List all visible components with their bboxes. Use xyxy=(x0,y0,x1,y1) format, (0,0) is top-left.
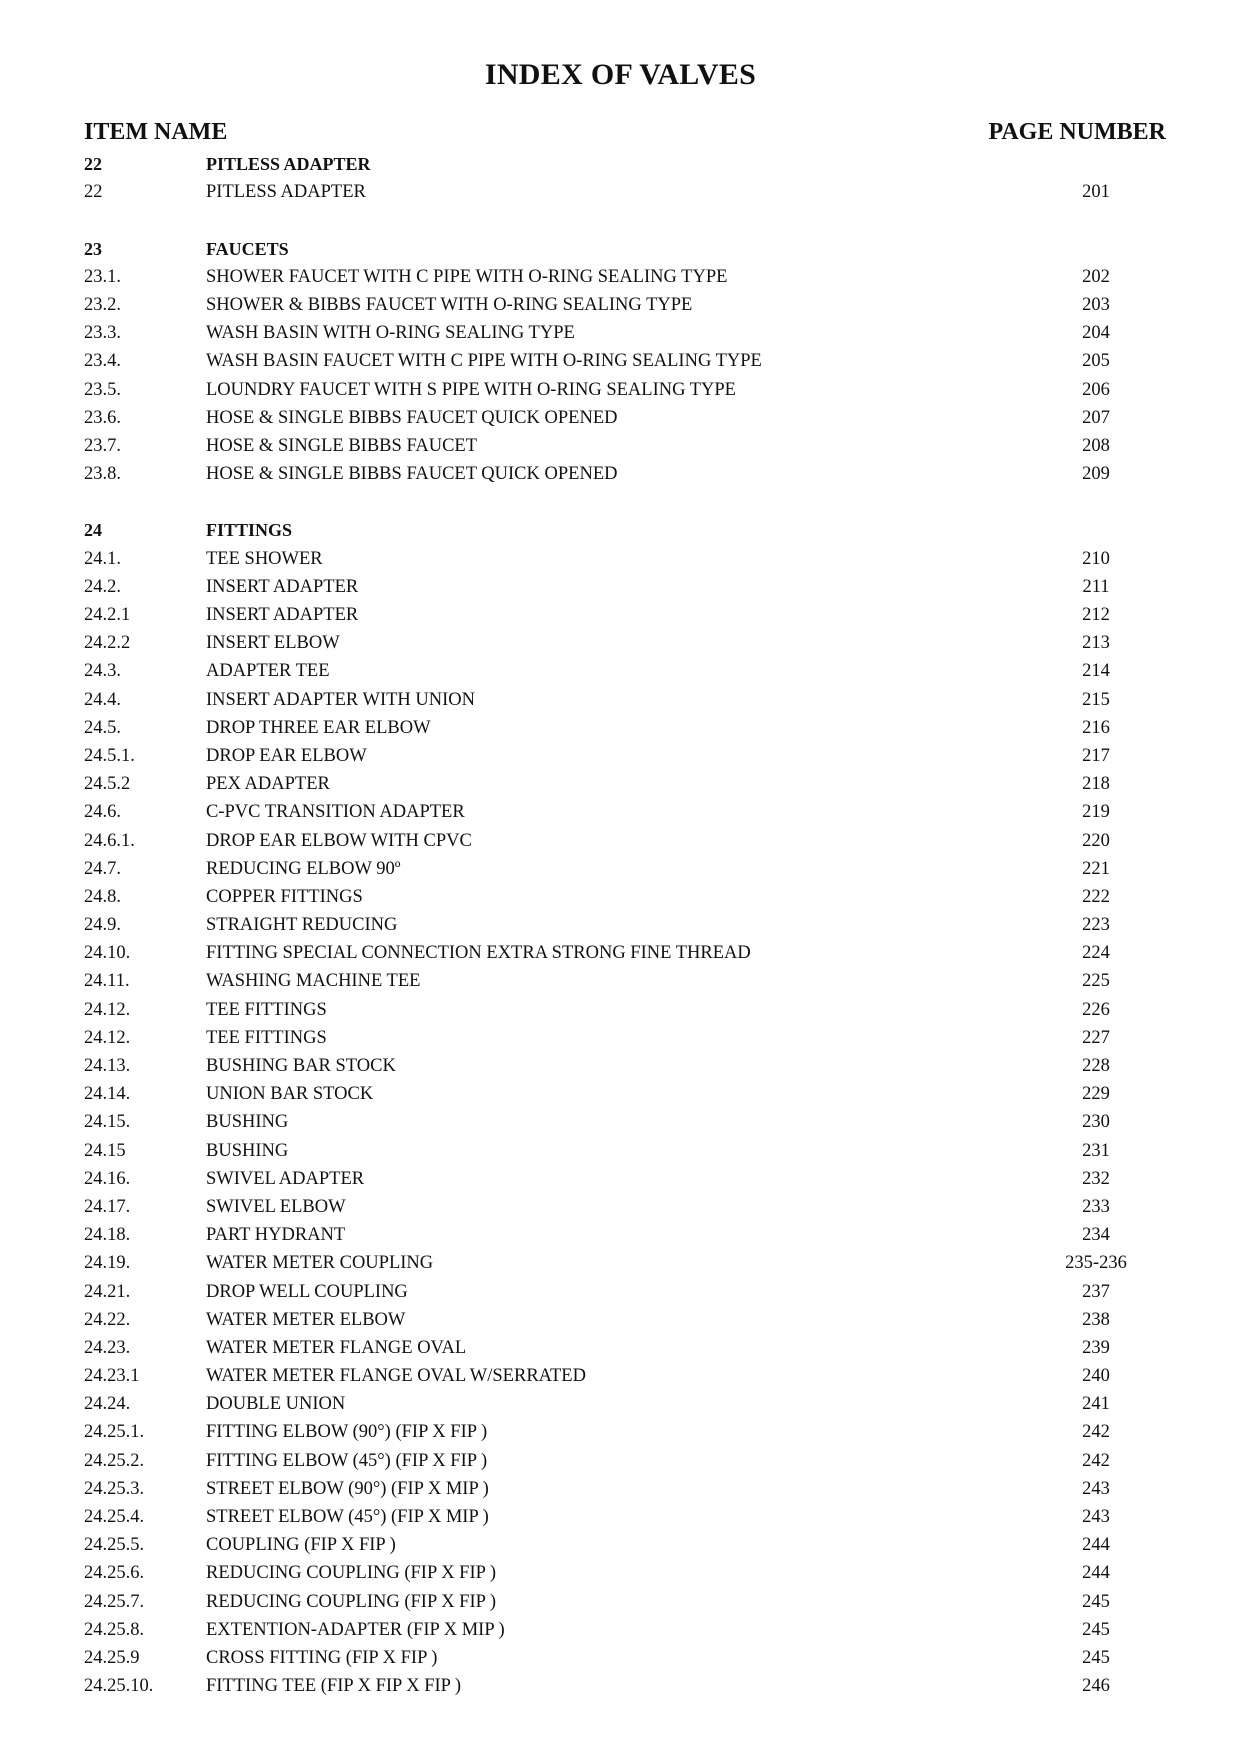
item-page-number: 201 xyxy=(1082,182,1110,203)
item-name: SHOWER FAUCET WITH C PIPE WITH O-RING SEALING TYPE xyxy=(206,266,728,287)
index-row xyxy=(84,1559,1166,1587)
item-page-number: 203 xyxy=(1082,294,1110,315)
index-row xyxy=(84,1418,1166,1446)
item-page-number: 234 xyxy=(1082,1225,1110,1246)
item-page-number: 218 xyxy=(1082,774,1110,795)
item-page-number: 238 xyxy=(1082,1309,1110,1330)
index-row xyxy=(84,967,1166,995)
index-row xyxy=(84,827,1166,855)
item-page-number: 206 xyxy=(1082,379,1110,400)
item-name: DROP EAR ELBOW WITH CPVC xyxy=(206,830,472,851)
index-row xyxy=(84,347,1166,375)
item-number: 24.5. xyxy=(84,717,121,738)
item-page-number: 243 xyxy=(1082,1478,1110,1499)
item-number: 24.21. xyxy=(84,1281,131,1302)
item-number: 24.25.4. xyxy=(84,1507,145,1527)
index-row xyxy=(84,1475,1166,1503)
item-number: 24.19. xyxy=(84,1253,131,1274)
item-number: 24.25.9 xyxy=(84,1647,140,1668)
item-name: BUSHING xyxy=(206,1112,289,1133)
item-name: BUSHING xyxy=(206,1140,289,1161)
item-page-number: 217 xyxy=(1082,745,1110,766)
item-number: 24.24. xyxy=(84,1394,131,1415)
item-page-number: 204 xyxy=(1082,323,1110,344)
index-row xyxy=(84,1193,1166,1221)
item-name: STREET ELBOW (45°) (FIP X MIP ) xyxy=(206,1507,489,1527)
item-number: 24.10. xyxy=(84,943,131,964)
item-page-number: 233 xyxy=(1082,1196,1110,1217)
item-name: FITTING SPECIAL CONNECTION EXTRA STRONG FINE THREAD xyxy=(206,943,751,964)
item-page-number: 216 xyxy=(1082,717,1110,738)
item-name: WATER METER FLANGE OVAL W/SERRATED xyxy=(206,1366,586,1387)
item-name: REDUCING COUPLING (FIP X FIP ) xyxy=(206,1563,497,1584)
item-number: 24.5.2 xyxy=(84,774,131,795)
item-page-number: 202 xyxy=(1082,266,1110,287)
item-page-number: 215 xyxy=(1082,689,1110,710)
item-number: 24.25.1. xyxy=(84,1422,145,1443)
index-row xyxy=(84,291,1166,319)
index-row xyxy=(84,432,1166,460)
item-page-number: 209 xyxy=(1082,464,1110,485)
index-row xyxy=(84,1249,1166,1277)
item-number: 24.25.5. xyxy=(84,1535,145,1556)
item-number: 23.1. xyxy=(84,266,121,287)
item-number: 24.23. xyxy=(84,1337,131,1358)
item-page-number: 222 xyxy=(1082,886,1110,907)
index-table xyxy=(84,150,1166,1700)
section-spacer xyxy=(84,206,1166,234)
item-name: STREET ELBOW (90°) (FIP X MIP ) xyxy=(206,1478,489,1499)
item-number: 24.16. xyxy=(84,1168,131,1189)
item-number: 24.25.3. xyxy=(84,1478,145,1499)
item-name: FITTING ELBOW (90°) (FIP X FIP ) xyxy=(206,1422,488,1443)
index-row xyxy=(84,319,1166,347)
index-row xyxy=(84,1672,1166,1700)
section-heading xyxy=(84,235,1166,263)
item-number: 24.22. xyxy=(84,1309,131,1330)
item-name: WASHING MACHINE TEE xyxy=(206,971,421,992)
item-number: 24.25.8. xyxy=(84,1619,145,1640)
index-row xyxy=(84,376,1166,404)
index-row xyxy=(84,601,1166,629)
index-row xyxy=(84,1137,1166,1165)
item-page-number: 219 xyxy=(1082,802,1110,823)
item-page-number: 227 xyxy=(1082,1027,1110,1048)
section-heading xyxy=(84,150,1166,178)
index-row xyxy=(84,714,1166,742)
item-number: 24.14. xyxy=(84,1084,131,1105)
item-page-number: 240 xyxy=(1082,1366,1110,1387)
item-number: 23.5. xyxy=(84,379,121,400)
item-name: EXTENTION-ADAPTER (FIP X MIP ) xyxy=(206,1619,505,1640)
index-row xyxy=(84,883,1166,911)
index-row xyxy=(84,1165,1166,1193)
item-name: UNION BAR STOCK xyxy=(206,1084,374,1105)
section-number: 24 xyxy=(84,520,102,541)
item-number: 24.1. xyxy=(84,548,121,569)
item-number: 24.25.10. xyxy=(84,1676,154,1697)
item-number: 23.8. xyxy=(84,464,121,485)
item-page-number: 223 xyxy=(1082,915,1110,936)
index-row xyxy=(84,1278,1166,1306)
index-row xyxy=(84,1390,1166,1418)
page-title: INDEX OF VALVES xyxy=(484,58,757,91)
index-row xyxy=(84,996,1166,1024)
index-row xyxy=(84,1221,1166,1249)
item-name: SWIVEL ELBOW xyxy=(206,1196,346,1217)
index-row xyxy=(84,911,1166,939)
item-name: COPPER FITTINGS xyxy=(206,886,363,907)
item-number: 24.3. xyxy=(84,661,121,682)
item-page-number: 229 xyxy=(1082,1084,1110,1105)
item-number: 24.12. xyxy=(84,999,131,1020)
item-number: 24.25.6. xyxy=(84,1563,145,1584)
item-page-number: 221 xyxy=(1082,858,1110,879)
item-name: TEE FITTINGS xyxy=(206,999,327,1020)
item-name: TEE FITTINGS xyxy=(206,1027,327,1048)
item-page-number: 210 xyxy=(1082,548,1110,569)
item-number: 24.12. xyxy=(84,1027,131,1048)
item-number: 24.2. xyxy=(84,576,121,597)
item-name: INSERT ADAPTER xyxy=(206,605,359,625)
item-number: 24.11. xyxy=(84,971,130,992)
item-name: SWIVEL ADAPTER xyxy=(206,1168,365,1189)
index-row xyxy=(84,545,1166,573)
index-row xyxy=(84,1447,1166,1475)
index-row xyxy=(84,1531,1166,1559)
item-page-number: 245 xyxy=(1082,1647,1110,1668)
item-name: HOSE & SINGLE BIBBS FAUCET QUICK OPENED xyxy=(206,407,618,428)
item-name: BUSHING BAR STOCK xyxy=(206,1056,396,1076)
item-name: WATER METER FLANGE OVAL xyxy=(206,1337,467,1358)
item-page-number: 214 xyxy=(1082,661,1110,682)
index-row xyxy=(84,263,1166,291)
item-name: PITLESS ADAPTER xyxy=(206,182,366,203)
section-number: 23 xyxy=(84,238,102,259)
index-row xyxy=(84,657,1166,685)
section-title: FITTINGS xyxy=(206,520,293,541)
item-number: 24.7. xyxy=(84,858,121,879)
index-row xyxy=(84,1644,1166,1672)
item-page-number: 235-236 xyxy=(1065,1253,1127,1274)
item-name: DROP THREE EAR ELBOW xyxy=(206,717,431,738)
item-page-number: 231 xyxy=(1082,1140,1110,1161)
index-row xyxy=(84,573,1166,601)
page-number-header: PAGE NUMBER xyxy=(988,119,1166,145)
item-name: SHOWER & BIBBS FAUCET WITH O-RING SEALING TYPE xyxy=(206,294,693,315)
item-page-number: 242 xyxy=(1082,1450,1110,1471)
item-page-number: 225 xyxy=(1082,971,1110,992)
index-row xyxy=(84,1334,1166,1362)
item-page-number: 245 xyxy=(1082,1591,1110,1612)
item-page-number: 224 xyxy=(1082,943,1110,964)
item-name: STRAIGHT REDUCING xyxy=(206,915,398,936)
index-row xyxy=(84,460,1166,488)
item-name: DOUBLE UNION xyxy=(206,1394,346,1415)
item-name: INSERT ADAPTER WITH UNION xyxy=(206,689,476,710)
item-name: REDUCING COUPLING (FIP X FIP ) xyxy=(206,1591,497,1612)
section-title: PITLESS ADAPTER xyxy=(206,154,371,174)
index-row xyxy=(84,178,1166,206)
item-page-number: 220 xyxy=(1082,830,1110,851)
item-name: TEE SHOWER xyxy=(206,548,323,569)
item-name: PEX ADAPTER xyxy=(206,774,330,795)
item-number: 24.17. xyxy=(84,1196,131,1217)
item-number: 23.4. xyxy=(84,351,121,372)
item-page-number: 246 xyxy=(1082,1676,1110,1697)
item-page-number: 242 xyxy=(1082,1422,1110,1443)
item-page-number: 230 xyxy=(1082,1112,1110,1133)
item-name: INSERT ELBOW xyxy=(206,633,340,654)
item-name: DROP EAR ELBOW xyxy=(206,745,367,766)
item-page-number: 207 xyxy=(1082,407,1110,428)
item-page-number: 237 xyxy=(1082,1281,1110,1302)
item-number: 24.5.1. xyxy=(84,745,135,766)
index-row xyxy=(84,1362,1166,1390)
item-name: WATER METER COUPLING xyxy=(206,1253,434,1274)
item-number: 24.6.1. xyxy=(84,830,135,851)
section-heading xyxy=(84,516,1166,544)
index-row xyxy=(84,1503,1166,1531)
item-number: 23.7. xyxy=(84,435,121,456)
item-page-number: 211 xyxy=(1082,576,1110,597)
index-row xyxy=(84,404,1166,432)
item-name: WASH BASIN WITH O-RING SEALING TYPE xyxy=(206,323,575,344)
item-name: ADAPTER TEE xyxy=(206,661,330,682)
index-row xyxy=(84,939,1166,967)
item-page-number: 228 xyxy=(1082,1056,1110,1076)
item-name: WATER METER ELBOW xyxy=(206,1309,406,1330)
section-number: 22 xyxy=(84,154,102,174)
item-number: 24.6. xyxy=(84,802,121,823)
item-number: 23.2. xyxy=(84,294,121,315)
item-name: DROP WELL COUPLING xyxy=(206,1281,408,1302)
item-name: LOUNDRY FAUCET WITH S PIPE WITH O-RING SEALING TYPE xyxy=(206,379,736,400)
item-page-number: 226 xyxy=(1082,999,1110,1020)
item-page-number: 212 xyxy=(1082,605,1110,625)
index-row xyxy=(84,1588,1166,1616)
item-number: 24.2.2 xyxy=(84,633,131,654)
index-row xyxy=(84,770,1166,798)
item-page-number: 208 xyxy=(1082,435,1110,456)
index-row xyxy=(84,1306,1166,1334)
item-name: COUPLING (FIP X FIP ) xyxy=(206,1535,396,1556)
item-name: REDUCING ELBOW 90º xyxy=(206,858,401,879)
index-row xyxy=(84,1616,1166,1644)
item-number: 24.2.1 xyxy=(84,605,131,625)
index-row xyxy=(84,1024,1166,1052)
item-number: 24.9. xyxy=(84,915,121,936)
item-number: 22 xyxy=(84,182,103,203)
index-row xyxy=(84,855,1166,883)
item-page-number: 241 xyxy=(1082,1394,1110,1415)
item-number: 23.3. xyxy=(84,323,121,344)
item-number: 24.8. xyxy=(84,886,121,907)
item-number: 24.4. xyxy=(84,689,121,710)
item-name: CROSS FITTING (FIP X FIP ) xyxy=(206,1647,438,1668)
item-name: HOSE & SINGLE BIBBS FAUCET QUICK OPENED xyxy=(206,464,618,485)
index-row xyxy=(84,686,1166,714)
item-name: FITTING ELBOW (45°) (FIP X FIP ) xyxy=(206,1450,488,1471)
item-page-number: 244 xyxy=(1082,1535,1110,1556)
item-page-number: 244 xyxy=(1082,1563,1110,1584)
item-name: PART HYDRANT xyxy=(206,1225,346,1246)
index-row xyxy=(84,629,1166,657)
item-name: INSERT ADAPTER xyxy=(206,576,359,597)
item-name: FITTING TEE (FIP X FIP X FIP ) xyxy=(206,1676,462,1697)
index-row xyxy=(84,798,1166,826)
item-number: 24.23.1 xyxy=(84,1366,140,1387)
item-name-header: ITEM NAME xyxy=(84,119,228,145)
item-name: C-PVC TRANSITION ADAPTER xyxy=(206,802,465,823)
item-page-number: 205 xyxy=(1082,351,1110,372)
section-title: FAUCETS xyxy=(206,238,289,259)
item-number: 24.18. xyxy=(84,1225,131,1246)
index-row xyxy=(84,1108,1166,1136)
section-spacer xyxy=(84,488,1166,516)
item-name: HOSE & SINGLE BIBBS FAUCET xyxy=(206,435,478,456)
item-number: 24.13. xyxy=(84,1056,131,1076)
item-number: 24.15 xyxy=(84,1140,126,1161)
index-row xyxy=(84,1052,1166,1080)
item-page-number: 239 xyxy=(1082,1337,1110,1358)
item-number: 23.6. xyxy=(84,407,121,428)
item-name: WASH BASIN FAUCET WITH C PIPE WITH O-RING SEALING TYPE xyxy=(206,351,762,372)
index-row xyxy=(84,1080,1166,1108)
item-page-number: 213 xyxy=(1082,633,1110,654)
item-number: 24.25.2. xyxy=(84,1450,145,1471)
index-row xyxy=(84,742,1166,770)
item-page-number: 232 xyxy=(1082,1168,1110,1189)
item-number: 24.25.7. xyxy=(84,1591,145,1612)
item-page-number: 243 xyxy=(1082,1507,1110,1527)
item-page-number: 245 xyxy=(1082,1619,1110,1640)
item-number: 24.15. xyxy=(84,1112,131,1133)
